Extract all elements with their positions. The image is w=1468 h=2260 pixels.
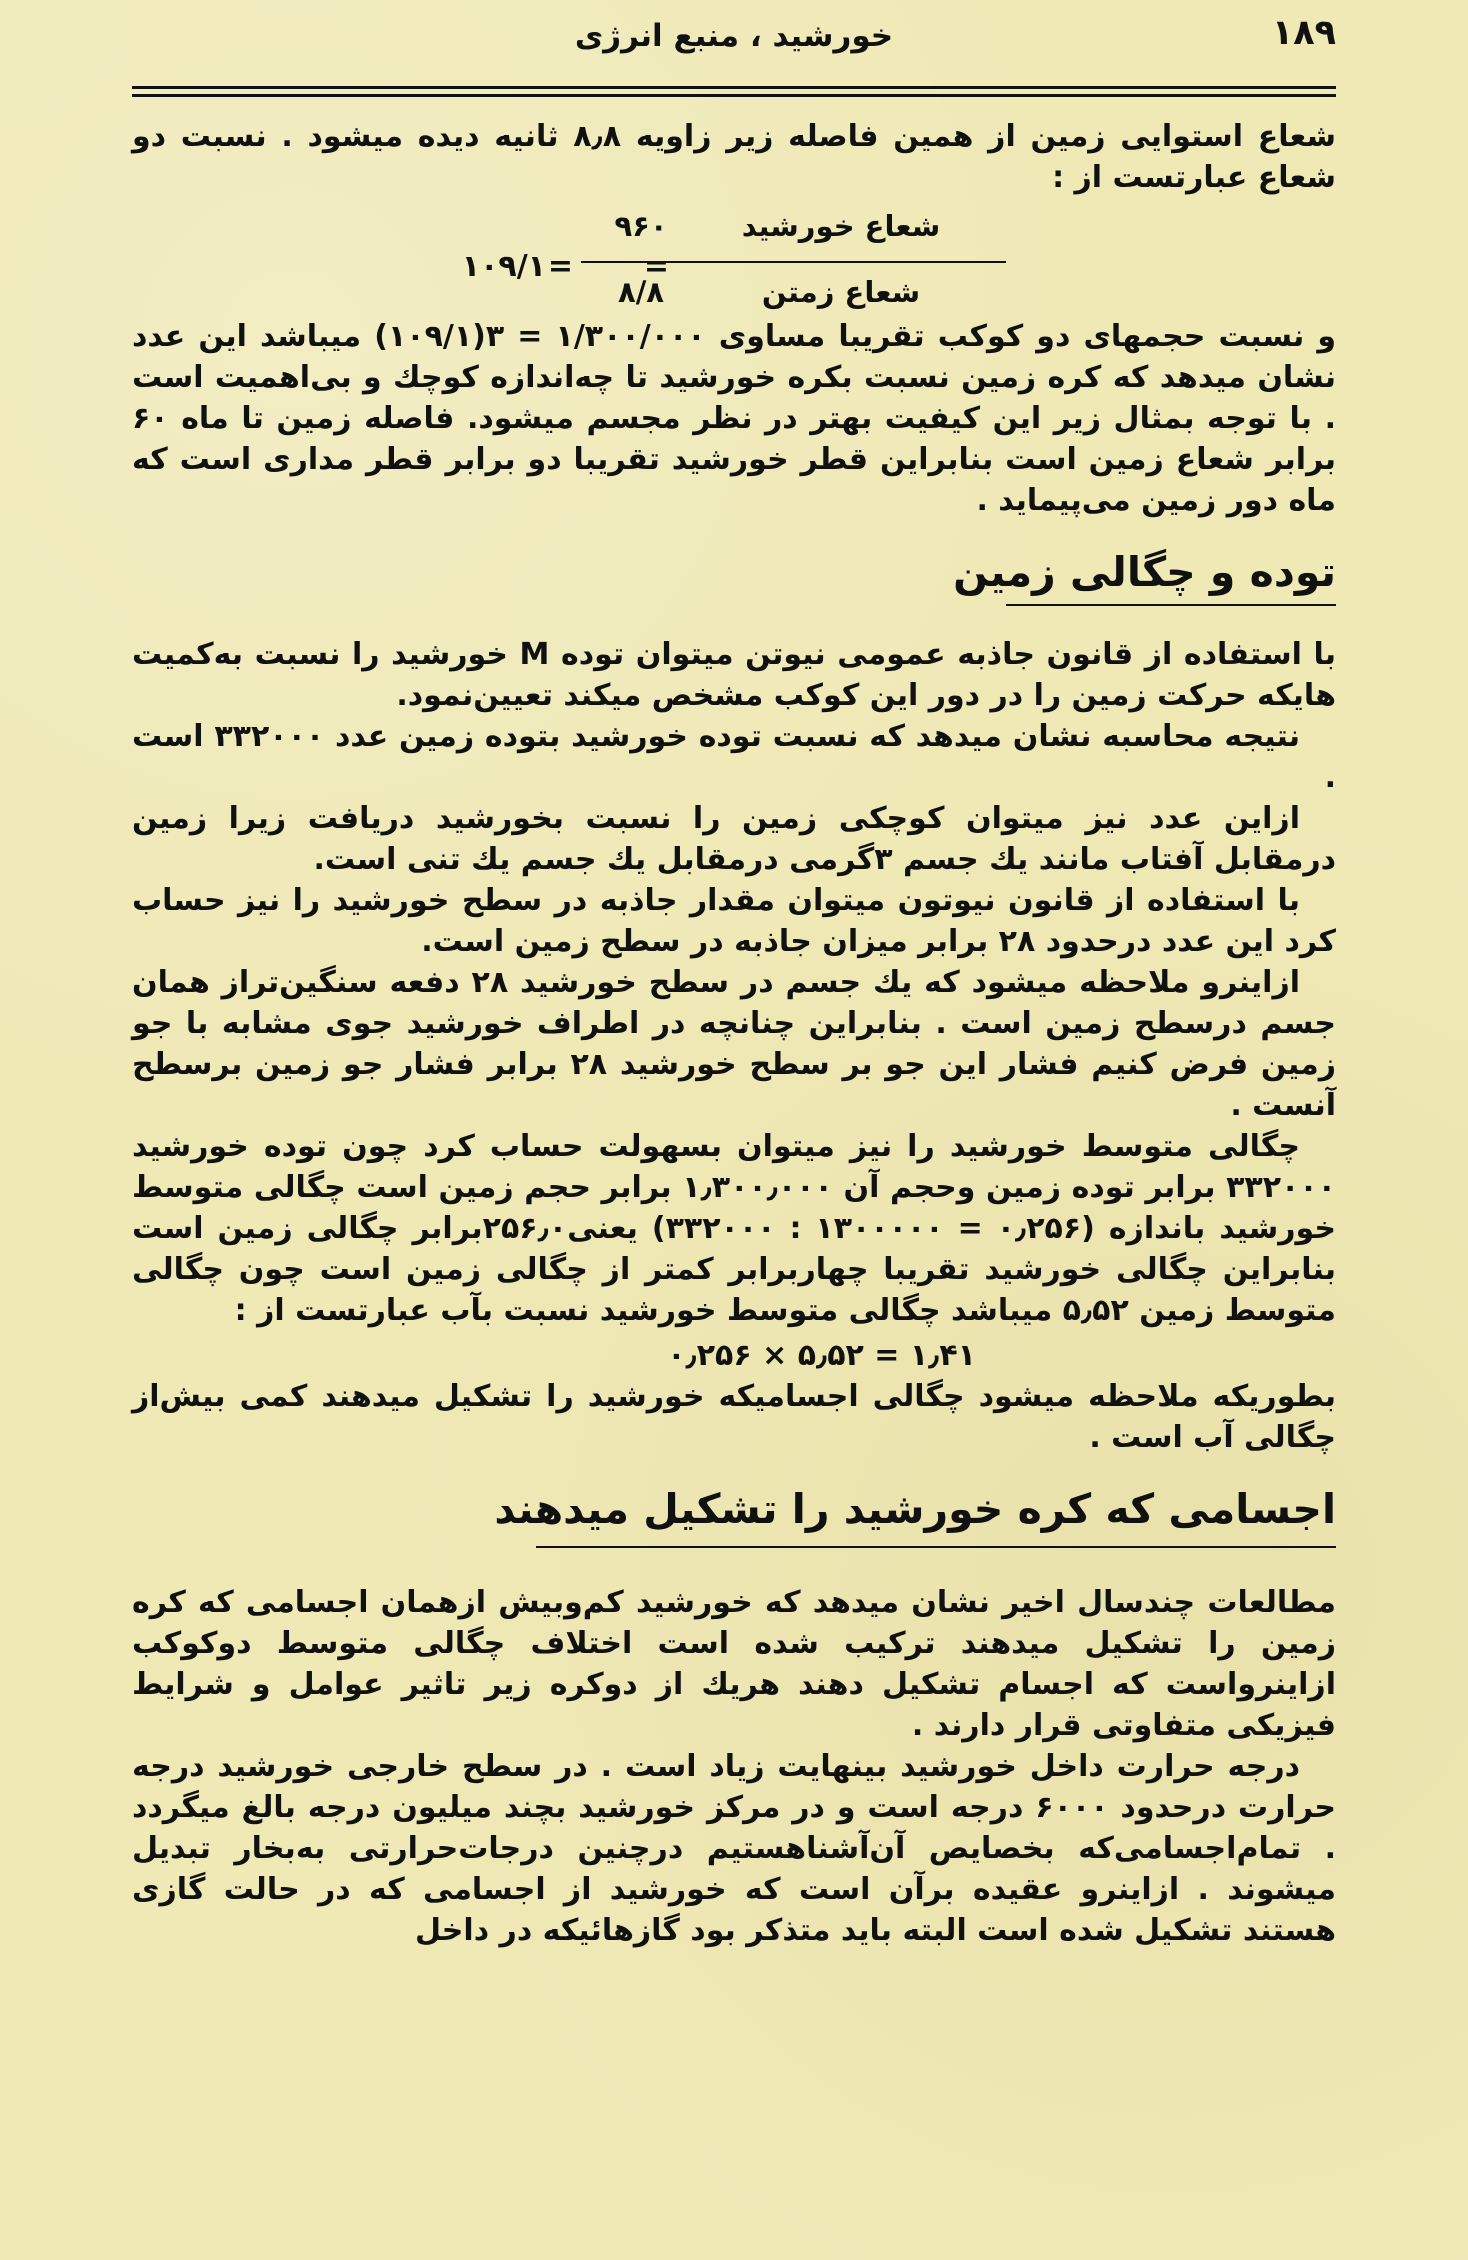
section1-paragraph-4: با استفاده از قانون نیوتون میتوان مقدار جاذبه در سطح خورشید را نیز حساب کرد این عدد درحدود ۲۸ برابر میزان جاذبه در سطح زمین است. <box>132 883 1336 959</box>
header-rule-top <box>132 86 1336 89</box>
equals-sign-2: = <box>547 249 573 284</box>
section1-paragraph-3: ازاین عدد نیز میتوان کوچکی زمین را نسبت بخورشید دریافت زیرا زمین درمقابل آفتاب مانند یك جسم ۳گرمی درمقابل یك جسم یك تنی است. <box>132 801 1336 877</box>
page-content <box>132 116 1336 1951</box>
density-formula: ۱٫۴۱ = ۵٫۵۲ × ۰٫۲۵۶ <box>667 1338 976 1373</box>
section1-paragraph-1: با استفاده از قانون جاذبه عمومی نیوتن میتوان توده M خورشید را نسبت به‌کمیت هایکه حرکت زمین را در دور این کوکب مشخص میکند تعیین‌نمود. <box>132 637 1336 713</box>
ratio-numerator-value: ۹۶۰ <box>614 209 668 243</box>
radius-ratio-equation <box>132 202 1336 314</box>
section1-paragraph-2: نتیجه محاسبه نشان میدهد که نسبت توده خورشید بتوده زمین عدد ۳۳۲۰۰۰ است . <box>132 719 1336 795</box>
section2-paragraph-2: درجه حرارت داخل خورشید بینهایت زیاد است . در سطح خارجی خورشید درجه حرارت درحدود ۶۰۰۰ درجه است و در مرکز خورشید بچند میلیون درجه بالغ میگردد . تمام‌اجسامی‌که بخصایص آن‌آشناهستیم درچنین درجات‌حرارتی به‌بخار تبدیل میشوند . ازاینرو عقیده برآن است که خورشید از اجسامی که در حالت گازی هستند تشکیل شده است البته باید متذکر بود گازهائیکه در داخل <box>132 1749 1336 1948</box>
ratio-result: ۱۰۹/۱ <box>461 249 546 284</box>
intro-paragraph-2: و نسبت حجمهای دو کوکب تقریبا مساوی ۱/۳۰۰/۰۰۰ = ۳(۱۰۹/۱) میباشد این عدد نشان میدهد که کره زمین نسبت بکره خورشید تا چه‌اندازه کوچك و بی‌اهمیت است . با توجه بمثال زیر این کیفیت بهتر در نظر مجسم میشود. فاصله زمین تا ماه ۶۰ برابر شعاع زمین است بنابراین قطر خورشید تقریبا دو برابر قطر مداری است که ماه دور زمین می‌پیماید . <box>132 319 1337 518</box>
ratio-fraction-bar-values <box>581 261 701 263</box>
section1-paragraph-7: بطوریکه ملاحظه میشود چگالی اجسامیکه خورشید را تشکیل میدهند کمی بیش‌از چگالی آب است . <box>132 1379 1336 1455</box>
section-underline-mass-density <box>1006 604 1336 606</box>
section-title-mass-density: توده و چگالی زمین <box>953 548 1336 596</box>
ratio-numerator-text: شعاع خورشید <box>741 209 941 243</box>
page-number: ۱۸۹ <box>1271 13 1336 53</box>
equals-sign-1: = <box>643 249 669 284</box>
section1-paragraph-6: چگالی متوسط خورشید را نیز میتوان بسهولت حساب کرد چون توده خورشید ۳۳۲۰۰۰ برابر توده زمین وحجم آن ۱٫۳۰۰٫۰۰۰ برابر حجم زمین است چگالی متوسط خورشید باندازه (۰٫۲۵۶ = ۱۳۰۰۰۰۰ : ۳۳۲۰۰۰) یعنی۲۵۶٫۰برابر چگالی زمین است بنابراین چگالی خورشید تقریبا چهاربرابر کمتر از چگالی زمین است چون چگالی متوسط زمین ۵٫۵۲ میباشد چگالی متوسط خورشید نسبت بآب عبارتست از : <box>132 1129 1336 1328</box>
section-title-solar-matter: اجسامی که کره خورشید را تشکیل میدهند <box>494 1485 1336 1533</box>
page-header <box>132 10 1336 80</box>
intro-paragraph-1: شعاع استوایی زمین از همین فاصله زیر زاویه ۸٫۸ ثانیه دیده میشود . نسبت دو شعاع عبارتست از : <box>132 119 1336 195</box>
page-title: خورشید ، منبع انرژی <box>574 18 894 54</box>
ratio-denominator-value: ۸/۸ <box>618 275 664 309</box>
header-rule-bottom <box>132 94 1336 97</box>
ratio-denominator-text: شعاع زمتن <box>761 275 921 309</box>
ratio-fraction-bar-text <box>676 261 1006 263</box>
section1-paragraph-5: ازاینرو ملاحظه میشود که یك جسم در سطح خورشید ۲۸ دفعه سنگین‌تراز همان جسم درسطح زمین است . بنابراین چنانچه در اطراف خورشید جوی مشابه با جو زمین فرض کنیم فشار این جو بر سطح خورشید ۲۸ برابر فشار جو زمین برسطح آنست . <box>132 965 1337 1123</box>
section2-paragraph-1: مطالعات چندسال اخیر نشان میدهد که خورشید کم‌وبیش ازهمان اجسامی که کره زمین را تشکیل میدهند ترکیب شده است اختلاف چگالی متوسط دوکوکب ازاینرواست که اجسام تشکیل دهند هریك از دوکره زیر تاثیر عوامل و شرایط فیزیکی متفاوتی قرار دارند . <box>132 1585 1336 1743</box>
section-underline-solar-matter <box>536 1546 1336 1548</box>
